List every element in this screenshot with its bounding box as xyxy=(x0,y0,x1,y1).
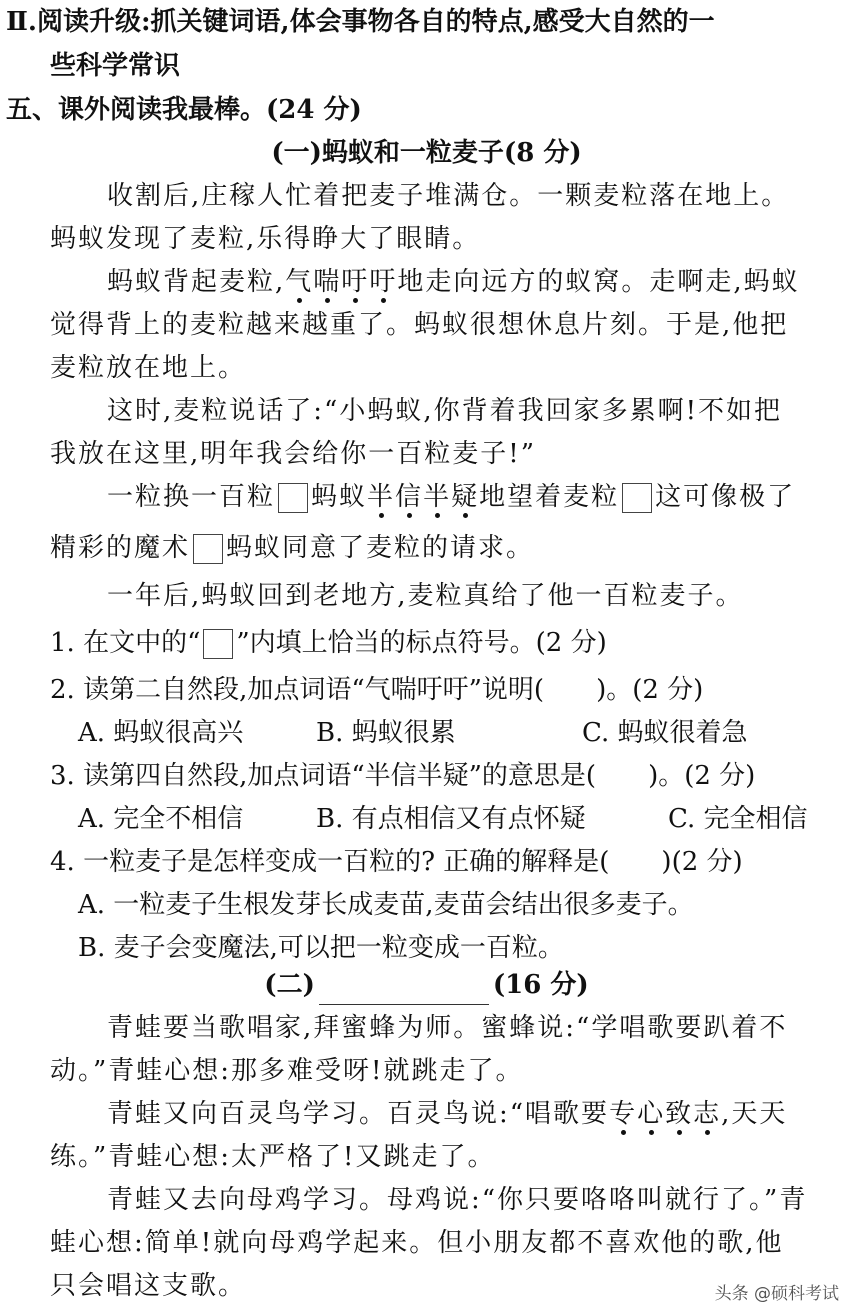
question-4-option-b[interactable]: B. 麦子会变魔法,可以把一粒变成一百粒。 xyxy=(78,933,564,963)
passage2-p3-line2: 蛙心想:简单!就向母鸡学起来。但小朋友都不喜欢他的歌,他 xyxy=(50,1228,784,1258)
section-header-line1: Ⅱ.阅读升级:抓关键词语,体会事物各自的特点,感受大自然的一 xyxy=(6,7,715,37)
question-1 xyxy=(0,623,853,663)
passage1-p5: 一年后,蚂蚁回到老地方,麦粒真给了他一百粒麦子。 xyxy=(107,581,744,611)
passage1-p1-line2: 蚂蚁发现了麦粒,乐得睁大了眼睛。 xyxy=(50,224,481,254)
option-b[interactable]: B. 有点相信又有点怀疑 xyxy=(316,804,586,834)
dotted-char: 疑 xyxy=(451,482,480,512)
text-span: 一粒换一百粒 xyxy=(107,482,276,512)
passage2-p1-line2: 动。”青蛙心想:那多难受呀!就跳走了。 xyxy=(50,1056,524,1086)
question-4-option-a[interactable]: A. 一粒麦子生根发芽长成麦苗,麦苗会结出很多麦子。 xyxy=(78,890,694,920)
text-span: 地望着麦粒 xyxy=(479,482,620,512)
dotted-char: 专 xyxy=(609,1099,638,1129)
passage2-p1-line1: 青蛙要当歌唱家,拜蜜蜂为师。蜜蜂说:“学唱歌要趴着不 xyxy=(107,1013,788,1043)
text-span: 精彩的魔术 xyxy=(50,533,191,563)
dotted-char: 志 xyxy=(693,1099,722,1129)
passage1-p3-line2: 我放在这里,明年我会给你一百粒麦子!” xyxy=(50,439,537,469)
section-header-line2: 些科学常识 xyxy=(50,51,181,81)
passage2-p2-line2: 练。”青蛙心想:太严格了!又跳走了。 xyxy=(50,1142,496,1172)
section5-title: 五、课外阅读我最棒。(24 分) xyxy=(6,95,362,125)
text-span: ”内填上恰当的标点符号。(2 分) xyxy=(236,628,607,658)
passage1-p2-line3: 麦粒放在地上。 xyxy=(50,353,247,383)
question-3: 3. 读第四自然段,加点词语“半信半疑”的意思是( )。(2 分) xyxy=(50,761,756,791)
passage1-p3-line1: 这时,麦粒说话了:“小蚂蚁,你背着我回家多累啊!不如把 xyxy=(107,396,783,426)
question-4: 4. 一粒麦子是怎样变成一百粒的? 正确的解释是( )(2 分) xyxy=(50,847,743,877)
question-2: 2. 读第二自然段,加点词语“气喘吁吁”说明( )。(2 分) xyxy=(50,675,704,705)
passage2-p3-line3: 只会唱这支歌。 xyxy=(50,1271,247,1301)
dotted-char: 致 xyxy=(665,1099,694,1129)
watermark: 头条 @硕科考试 xyxy=(714,1284,839,1304)
punctuation-blank-box[interactable] xyxy=(622,483,652,513)
passage1-p2-line2: 觉得背上的麦粒越来越重了。蚂蚁很想休息片刻。于是,他把 xyxy=(50,310,789,340)
passage1-p1-line1: 收割后,庄稼人忙着把麦子堆满仓。一颗麦粒落在地上。 xyxy=(107,181,790,211)
text-span: 蚂蚁同意了麦粒的请求。 xyxy=(226,533,535,563)
text-span: ,天天 xyxy=(721,1099,788,1129)
option-c[interactable]: C. 蚂蚁很着急 xyxy=(582,718,748,748)
option-a[interactable]: A. 蚂蚁很高兴 xyxy=(78,718,244,748)
dotted-char: 吁 xyxy=(341,267,370,297)
dotted-char: 信 xyxy=(395,482,424,512)
option-b[interactable]: B. 蚂蚁很累 xyxy=(316,718,456,748)
text-span: 1. 在文中的“ xyxy=(50,628,201,658)
passage1-title: (一)蚂蚁和一粒麦子(8 分) xyxy=(271,138,582,168)
punctuation-blank-box xyxy=(203,629,233,659)
text-span: (16 分) xyxy=(492,970,589,1000)
dotted-char: 吁 xyxy=(369,267,398,297)
punctuation-blank-box[interactable] xyxy=(278,483,308,513)
dotted-char: 半 xyxy=(423,482,452,512)
dotted-char: 半 xyxy=(367,482,396,512)
dotted-char: 气 xyxy=(285,267,314,297)
text-span: 蚂蚁 xyxy=(311,482,368,512)
passage2-title xyxy=(0,965,853,1005)
passage2-p3-line1: 青蛙又去向母鸡学习。母鸡说:“你只要咯咯叫就行了。”青 xyxy=(107,1185,808,1215)
text-span: 地走向远方的蚁窝。走啊走,蚂蚁 xyxy=(397,267,800,297)
passage1-p4-line1 xyxy=(0,477,853,517)
text-span: 青蛙又向百灵鸟学习。百灵鸟说:“唱歌要 xyxy=(107,1099,610,1129)
question-2-options xyxy=(0,713,853,753)
dotted-char: 喘 xyxy=(313,267,342,297)
option-c[interactable]: C. 完全相信 xyxy=(668,804,808,834)
question-3-options xyxy=(0,799,853,839)
passage1-p4-line2 xyxy=(0,528,853,568)
punctuation-blank-box[interactable] xyxy=(193,534,223,564)
title-blank-line[interactable] xyxy=(319,976,489,1005)
text-span: 这可像极了 xyxy=(655,482,796,512)
text-span: (二) xyxy=(264,970,315,1000)
passage1-p2-line1 xyxy=(0,262,853,302)
dotted-char: 心 xyxy=(637,1099,666,1129)
text-span: 蚂蚁背起麦粒, xyxy=(107,267,286,297)
option-a[interactable]: A. 完全不相信 xyxy=(78,804,244,834)
passage2-p2-line1 xyxy=(0,1094,853,1134)
